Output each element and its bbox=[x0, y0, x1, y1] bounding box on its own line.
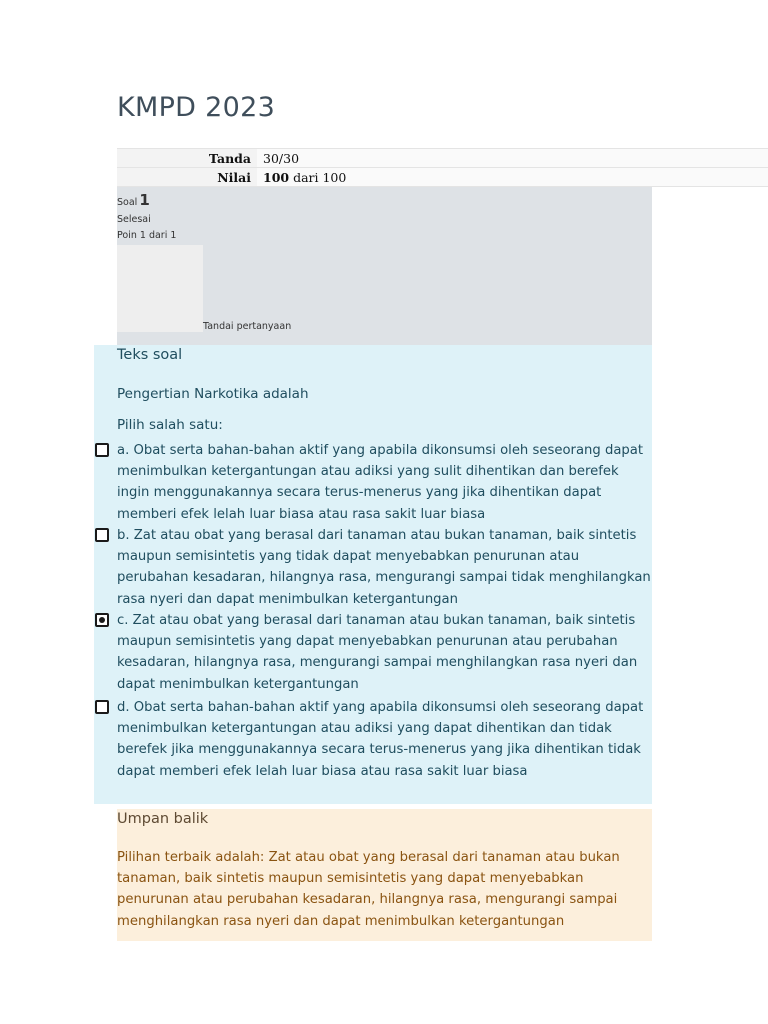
question-text: Pengertian Narkotika adalah bbox=[117, 386, 309, 402]
feedback-text: Pilihan terbaik adalah: Zat atau obat yang berasal dari tanaman atau bukan tanaman, baik sintetis maupun semisintetis yang dapat menyebabkan penurunan atau perubahan kesadaran, hilangnya rasa, mengurangi sampai menghilangkan rasa nyeri dan dapat menimbulkan ketergantungan bbox=[117, 850, 620, 929]
answer-option-text: d. Obat serta bahan-bahan aktif yang apabila dikonsumsi oleh seseorang dapat menimbulkan ketergantungan atau adiksi yang dapat dihentikan dan tidak berefek jika menggunakannya secara terus-menerus yang jika dihentikan tidak dapat memberi efek lelah luar biasa atau rasa sakit luar biasa bbox=[117, 700, 644, 779]
radio-icon[interactable] bbox=[95, 528, 109, 542]
grade-total: dari 100 bbox=[289, 169, 347, 185]
question-number-value: 1 bbox=[139, 191, 150, 209]
summary-value-grade bbox=[257, 168, 768, 187]
answer-option-a[interactable] bbox=[117, 440, 652, 525]
answer-option-text: b. Zat atau obat yang berasal dari tanaman atau bukan tanaman, baik sintetis maupun semisintetis yang tidak dapat menyebabkan penurunan atau perubahan kesadaran, hilangnya rasa, mengurangi sampai tidak menghilangkan rasa nyeri dan dapat menimbulkan ketergantungan bbox=[117, 528, 651, 607]
attempt-summary-table bbox=[117, 148, 768, 187]
radio-icon[interactable] bbox=[95, 443, 109, 457]
summary-label-marks: Tanda bbox=[117, 149, 257, 168]
answer-option-text: a. Obat serta bahan-bahan aktif yang apabila dikonsumsi oleh seseorang dapat menimbulkan ketergantungan atau adiksi yang sulit dihentikan dan berefek ingin menggunakannya secara terus-menerus yang jika dihentikan dapat memberi efek lelah luar biasa atau rasa sakit luar biasa bbox=[117, 443, 644, 522]
answer-option-b[interactable] bbox=[117, 525, 652, 610]
feedback-header: Umpan balik bbox=[117, 811, 209, 827]
question-grade: Poin 1 dari 1 bbox=[117, 230, 177, 241]
grade-score: 100 bbox=[263, 169, 290, 185]
answer-prompt: Pilih salah satu: bbox=[117, 417, 223, 433]
question-text-header: Teks soal bbox=[117, 347, 183, 363]
flag-question-icon[interactable] bbox=[117, 245, 203, 332]
answer-option-c[interactable] bbox=[117, 610, 652, 695]
summary-value-marks: 30/30 bbox=[257, 149, 768, 168]
radio-dot-icon bbox=[99, 617, 105, 623]
question-number-label: Soal bbox=[117, 197, 138, 208]
answer-option-d[interactable] bbox=[117, 697, 652, 782]
flag-question-link[interactable]: Tandai pertanyaan bbox=[203, 321, 292, 332]
question-state: Selesai bbox=[117, 214, 151, 225]
question-formulation bbox=[94, 345, 652, 804]
page-title: KMPD 2023 bbox=[117, 92, 276, 123]
radio-icon[interactable] bbox=[95, 700, 109, 714]
feedback-panel bbox=[117, 809, 652, 941]
summary-label-grade: Nilai bbox=[117, 168, 257, 187]
answer-option-text: c. Zat atau obat yang berasal dari tanaman atau bukan tanaman, baik sintetis maupun semisintetis yang dapat menyebabkan penurunan atau perubahan kesadaran, hilangnya rasa, mengurangi sampai menghilangkan rasa nyeri dan dapat menimbulkan ketergantungan bbox=[117, 613, 638, 692]
summary-row-grade bbox=[117, 168, 768, 187]
question-info-panel bbox=[117, 187, 652, 345]
radio-selected-icon[interactable] bbox=[95, 613, 109, 627]
question-number bbox=[117, 191, 150, 209]
summary-row-marks bbox=[117, 149, 768, 168]
